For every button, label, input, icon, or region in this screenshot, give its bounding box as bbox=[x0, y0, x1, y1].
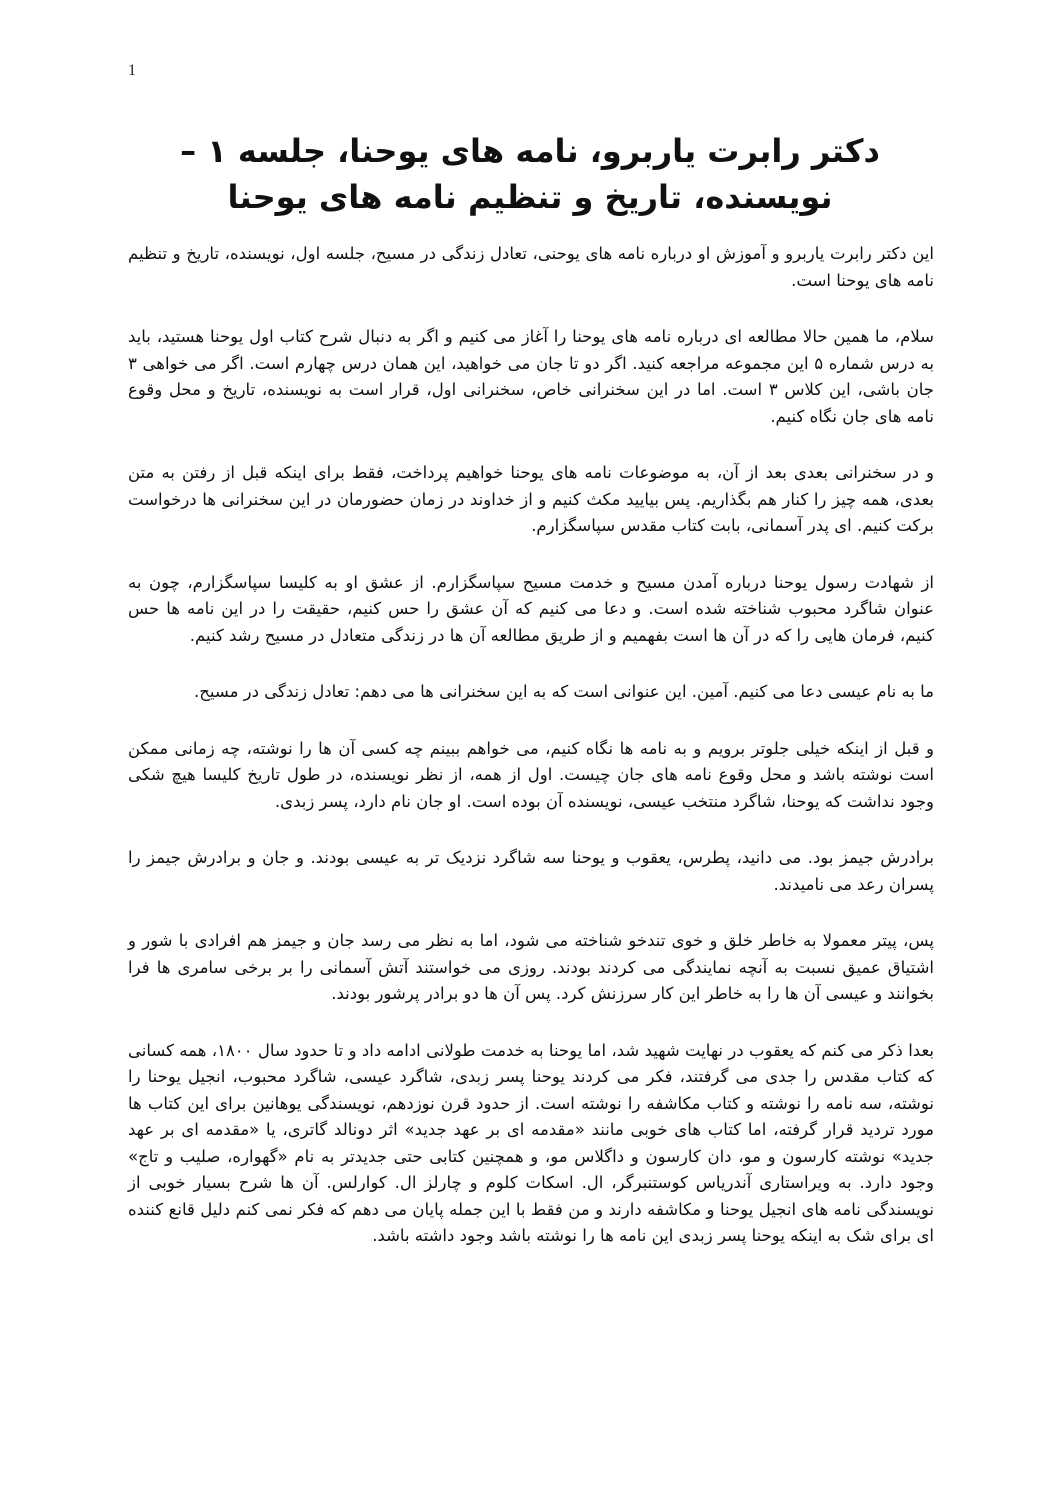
document-body bbox=[128, 241, 934, 1280]
document-title: دکتر رابرت یاربرو، نامه های یوحنا، جلسه ۱ – نویسنده، تاریخ و تنظیم نامه های یوحنا bbox=[180, 132, 880, 216]
paragraph: و قبل از اینکه خیلی جلوتر برویم و به نامه ها نگاه کنیم، می خواهم ببینم چه کسی آن ها را نوشته، چه زمانی ممکن است نوشته باشد و محل وقوع نامه های جان چیست. اول از همه، از نظر نویسنده، در طول تاریخ کلیسا هیچ شکی وجود نداشت که یوحنا، شاگرد منتخب عیسی، نویسنده آن بوده است. او جان نام دارد، پسر زبدی. bbox=[128, 738, 934, 811]
paragraph: از شهادت رسول یوحنا درباره آمدن مسیح و خدمت مسیح سپاسگزارم. از عشق او به کلیسا سپاسگزارم، چون به عنوان شاگرد محبوب شناخته شده است. و دعا می کنیم که آن عشق را حس کنیم، حقیقت را در این نامه ها حس کنیم، فرمان هایی را که در آن ها است بفهمیم و از طریق مطالعه آن ها در زندگی متعادل در مسیح رشد کنیم. bbox=[128, 572, 934, 645]
paragraph: بعدا ذکر می کنم که یعقوب در نهایت شهید شد، اما یوحنا به خدمت طولانی ادامه داد و تا حدود سال ۱۸۰۰، همه کسانی که کتاب مقدس را جدی می گرفتند، فکر می کردند یوحنا پسر زبدی، شاگرد عیسی، شاگرد محبوب، انجیل یوحنا را نوشته، سه نامه را نوشته و کتاب مکاشفه را نوشته است. از حدود قرن نوزدهم، نویسندگی یوهانین برای این کتاب ها مورد تردید قرار گرفته، اما کتاب های خوبی مانند «مقدمه ای بر عهد جدید» اثر دونالد گاتری، یا «مقدمه ای بر عهد جدید» نوشته کارسون و مو، دان کارسون و داگلاس مو، و همچنین کتابی حتی جدیدتر به نام «گهواره، صلیب و تاج» وجود دارد. به ویراستاری آندریاس کوستنبرگر، ال. اسکات کلوم و چارلز ال. کوارلس. آن ها شرح بسیار خوبی از نویسندگی نامه های انجیل یوحنا و مکاشفه دارند و من فقط با این جمله پایان می دهم که فکر نمی کنم دلیل قانع کننده ای برای شک به اینکه یوحنا پسر زبدی این نامه ها را نوشته باشد وجود داشته باشد. bbox=[128, 1040, 934, 1245]
page-number: 1 bbox=[128, 62, 136, 79]
paragraph-intro: این دکتر رابرت یاربرو و آموزش او درباره نامه های یوحنی، تعادل زندگی در مسیح، جلسه اول، نویسنده، تاریخ و تنظیم نامه های یوحنا است. bbox=[128, 244, 934, 290]
paragraph: سلام، ما همین حالا مطالعه ای درباره نامه های یوحنا را آغاز می کنیم و اگر به دنبال شرح کتاب اول یوحنا هستید، باید به درس شماره ۵ این مجموعه مراجعه کنید. اگر دو تا جان می خواهید، این همان درس چهارم است. اگر می خواهی ۳ جان باشی، این کلاس ۳ است. اما در این سخنرانی خاص، سخنرانی اول، قرار است به نویسنده، تاریخ و محل وقوع نامه های جان نگاه کنیم. bbox=[128, 327, 935, 426]
paragraph: و در سخنرانی بعدی بعد از آن، به موضوعات نامه های یوحنا خواهیم پرداخت، فقط برای اینکه قبل از رفتن به متن بعدی، همه چیز را کنار هم بگذاریم. پس بیایید مکث کنیم و از خداوند در زمان حضورمان در این سخنرانی ها درخواست برکت کنیم. ای پدر آسمانی، بابت کتاب مقدس سپاسگزارم. bbox=[128, 463, 934, 535]
paragraph: پس، پیتر معمولا به خاطر خلق و خوی تندخو شناخته می شود، اما به نظر می رسد جان و جیمز هم افرادی با شور و اشتیاق عمیق نسبت به آنچه نمایندگی می کردند بودند. روزی می خواستند آتش آسمانی را بر برخی سامری ها فرا بخوانند و عیسی آن ها را به خاطر این کار سرزنش کرد. پس آن ها دو برادر پرشور بودند. bbox=[128, 931, 934, 1003]
paragraph: برادرش جیمز بود. می دانید، پطرس، یعقوب و یوحنا سه شاگرد نزدیک تر به عیسی بودند. و جان و برادرش جیمز را پسران رعد می نامیدند. bbox=[128, 848, 934, 894]
paragraph: ما به نام عیسی دعا می کنیم. آمین. این عنوانی است که به این سخنرانی ها می دهم: تعادل زندگی در مسیح. bbox=[193, 682, 934, 701]
